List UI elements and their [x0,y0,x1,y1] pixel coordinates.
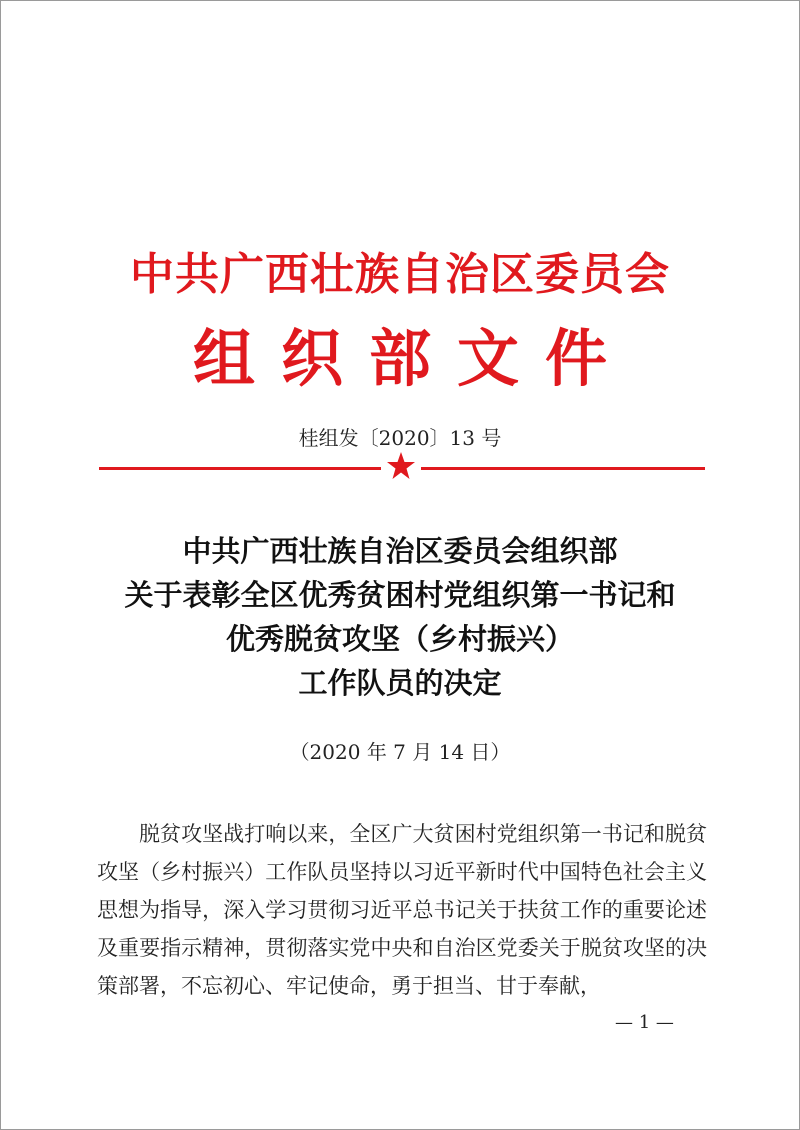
title-line-4: 工作队员的决定 [298,666,502,700]
header-document-type: 组织部文件 [192,322,633,395]
title-line-1: 中共广西壮族自治区委员会组织部 [182,534,618,568]
title-line-3: 优秀脱贫攻坚（乡村振兴） [225,622,574,656]
document-title [1,529,799,705]
title-line-2: 关于表彰全区优秀贫困村党组织第一书记和 [124,578,676,612]
star-shape [387,452,415,479]
star-icon [386,451,416,481]
document-date: （2020 年 7 月 14 日） [289,740,511,764]
document-number: 桂组发〔2020〕13 号 [298,426,502,450]
divider-line-right [421,467,705,470]
page-number: — 1 — [615,1012,674,1033]
header-organization: 中共广西壮族自治区委员会 [130,249,670,300]
body-paragraph: 脱贫攻坚战打响以来，全区广大贫困村党组织第一书记和脱贫攻坚（乡村振兴）工作队员坚持以习近平新时代中国特色社会主义思想为指导，深入学习贯彻习近平总书记关于扶贫工作的重要论述及重要指示精神，贯彻落实党中央和自治区党委关于脱贫攻坚的决策部署，不忘初心、牢记使命，勇于担当、甘于奉献， [97,822,707,998]
divider-line-left [99,467,381,470]
